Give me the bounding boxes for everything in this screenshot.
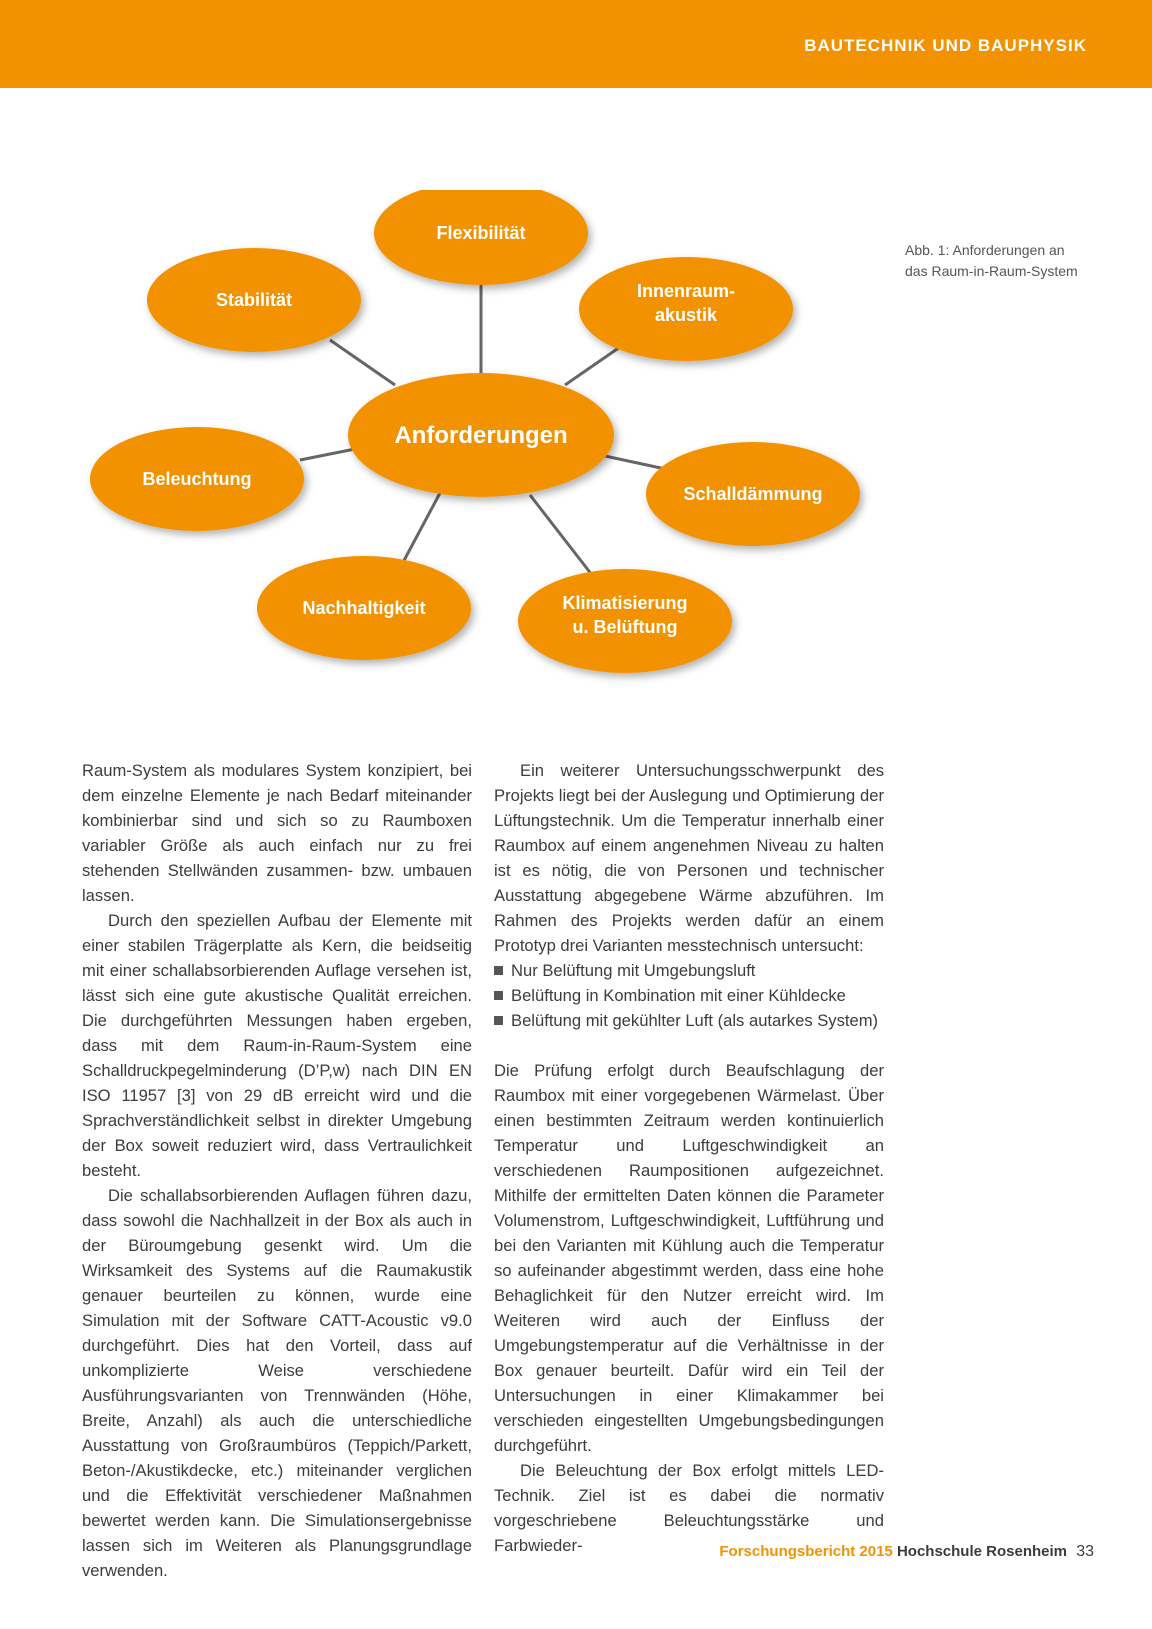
node-label: Flexibilität [436,223,526,243]
line-sustainability [400,493,440,568]
node-climate-ventilation [518,569,732,673]
figure-caption [905,240,1105,282]
section-title: BAUTECHNIK UND BAUPHYSIK [804,36,1087,55]
node-flexibility [374,190,588,285]
node-center-requirements [348,373,614,497]
line-acoustics [565,347,620,385]
paragraph: Die Prüfung erfolgt durch Beaufschlagung der Raumbox mit einer vorgegebenen Wärmelast. Über einen bestimmten Zeitraum werden kontinuierlich Temperatur und Luftgeschwindigkeit an verschiedenen Raumpositionen aufgezeichnet. Mithilfe der ermittelten Daten können die Parameter Volumenstrom, Luftgeschwindigkeit, Luftführung und bei den Varianten mit Kühlung auch die Temperatur so aufeinander abgestimmt werden, dass eine hohe Behaglichkeit für den Nutzer erreicht wird. Im Weiteren wird auch der Einfluss der Umgebungstemperatur auf die Verhältnisse in der Box genauer beurteilt. Dafür wird ein Teil der Untersuchungen in einer Klimakammer bei verschieden eingestellten Umgebungsbedingungen durchgeführt. [494,1061,884,1455]
node-label: Innenraum- [636,281,736,301]
node-lighting [90,427,304,531]
bullet-icon [494,1016,503,1025]
paragraph: Ein weiterer Untersuchungsschwerpunkt des Projekts liegt bei der Auslegung und Optimierung der Lüftungstechnik. Um die Temperatur innerhalb einer Raumbox auf einem angenehmen Niveau zu halten ist es nötig, die von Personen und technischer Ausstattung abgegebene Wärme abzuführen. Im Rahmen des Projekts werden dafür an einem Prototyp drei Varianten messtechnisch untersucht: [494,761,884,955]
left-column [82,758,472,1583]
spacer [494,1033,884,1058]
node-label: Nachhaltigkeit [302,598,426,618]
bullet-list [494,958,884,1033]
node-interior-acoustics [579,257,793,361]
node-sound-insulation [646,442,860,546]
paragraph: Durch den speziellen Aufbau der Elemente mit einer stabilen Trägerplatte als Kern, die beidseitig mit einer schallabsorbierenden Auflage versehen ist, lässt sich eine gute akustische Qualität erreichen. Die durchgeführten Messungen haben ergeben, dass mit dem Raum-in-Raum-System eine Schalldruckpegelminderung (D’P,w) nach DIN EN ISO 11957 [3] von 29 dB erreicht wird und die Sprachverständlichkeit selbst in direkter Umgebung der Box soweit reduziert wird, dass Vertraulichkeit besteht. [82,911,472,1180]
node-label: Beleuchtung [142,469,252,489]
list-item [494,958,884,983]
node-label: akustik [654,305,718,325]
paragraph: Die Beleuchtung der Box erfolgt mittels LED-Technik. Ziel ist es dabei die normativ vorgeschriebene Beleuchtungsstärke und Farbwieder- [494,1461,884,1555]
center-label: Anforderungen [394,422,568,449]
node-stability [147,248,361,352]
list-item-text: Nur Belüftung mit Umgebungsluft [511,961,756,980]
list-item [494,1008,884,1033]
line-stability [330,340,395,385]
line-insulation [605,456,670,470]
page-number: 33 [1076,1543,1094,1560]
list-item-text: Belüftung in Kombination mit einer Kühldecke [511,986,846,1005]
node-label: Stabilität [215,290,293,310]
header-band [0,0,1152,88]
right-column [494,758,884,1558]
paragraph: Raum-System als modulares System konzipiert, bei dem einzelne Elemente je nach Bedarf miteinander kombinierbar sind und sich so zu Raumboxen variabler Größe als auch einfach nur zu frei stehenden Stellwänden zusammen- bzw. umbauen lassen. [82,761,472,905]
node-label: u. Belüftung [572,617,678,637]
caption-line: das Raum-in-Raum-System [905,263,1078,279]
caption-line: Abb. 1: Anforderungen an [905,242,1065,258]
footer-report: Forschungsbericht 2015 [719,1543,893,1560]
paragraph: Die schallabsorbierenden Auflagen führen dazu, dass sowohl die Nachhallzeit in der Box als auch in der Büroumgebung gesenkt wird. Um die Wirksamkeit des Systems auf die Raumakustik genauer beurteilen zu können, wurde eine Simulation mit der Software CATT-Acoustic v9.0 durchgeführt. Dies hat den Vorteil, dass auf unkomplizierte Weise verschiedene Ausführungsvarianten von Trennwänden (Höhe, Breite, Anzahl) als auch die unterschiedliche Ausstattung von Großraumbüros (Teppich/Parkett, Beton-/Akustikdecke, etc.) miteinander verglichen und die Effektivität verschiedener Maßnahmen bewertet werden kann. Die Simulationsergebnisse lassen sich im Weiteren als Planungsgrundlage verwenden. [82,1186,472,1580]
node-label: Klimatisierung [562,593,688,613]
footer-school: Hochschule Rosenheim [896,1543,1067,1560]
line-climate [530,495,592,575]
bullet-icon [494,966,503,975]
bullet-icon [494,991,503,1000]
footer [719,1543,1067,1560]
list-item-text: Belüftung mit gekühlter Luft (als autarkes System) [511,1011,879,1030]
node-label: Schalldämmung [683,484,823,504]
node-sustainability [257,556,471,660]
list-item [494,983,884,1008]
line-lighting [300,448,360,460]
